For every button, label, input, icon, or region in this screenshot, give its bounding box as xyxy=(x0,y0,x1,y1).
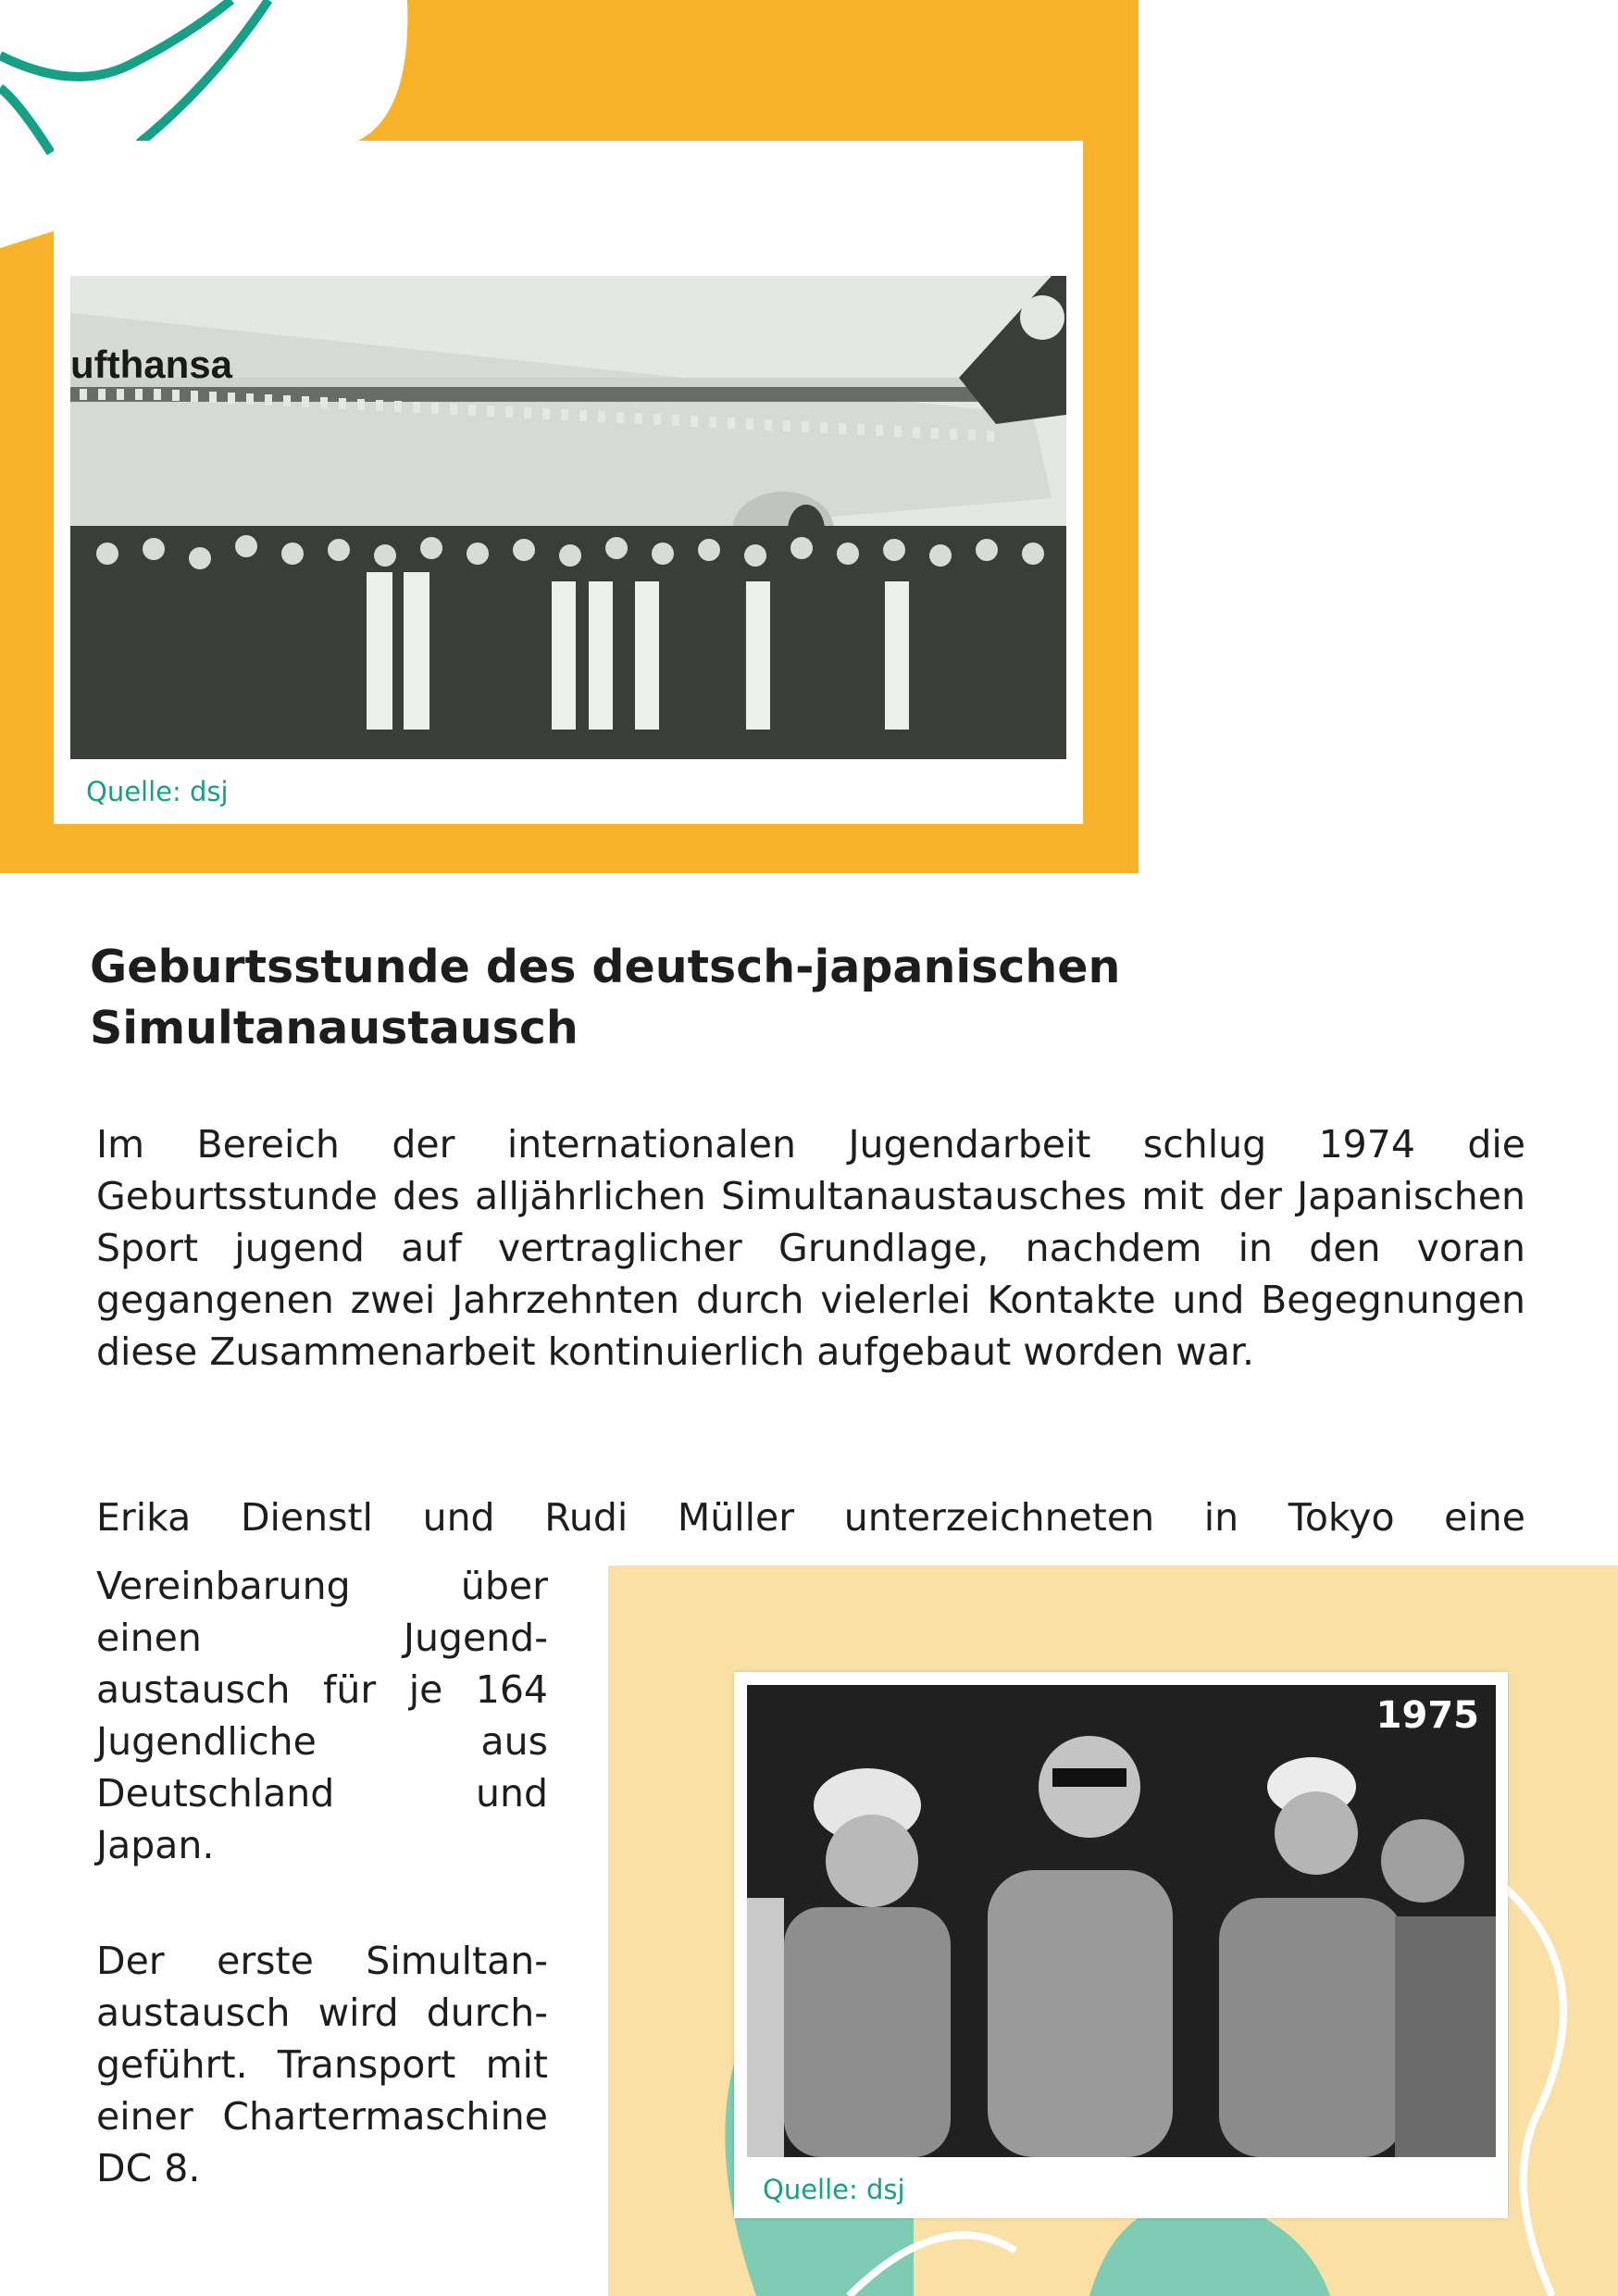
bottom-photo-source: Quelle: dsj xyxy=(763,2174,905,2205)
page-title-line-2: Simultanaustausch xyxy=(90,1002,579,1054)
handshake-photo-1975 xyxy=(747,1685,1496,2157)
first-exchange-paragraph: Der erste Simultan-austausch wird durch-geführt. Transport mit einer Chartermaschine DC 8. xyxy=(96,1939,548,2190)
airport-group-photo xyxy=(70,276,1066,759)
agreement-paragraph-continued: Vereinbarung über einen Jugend-austausch für je 164 Jugendliche aus Deutschland und Japan. xyxy=(96,1564,548,1867)
page-title xyxy=(90,937,1293,1059)
photo-year-label: 1975 xyxy=(1375,1694,1479,1737)
lufthansa-lettering: ufthansa xyxy=(70,343,233,386)
agreement-paragraph-lead: Erika Dienstl und Rudi Müller unterzeichneten in Tokyo eine xyxy=(96,1495,1525,1540)
intro-paragraph: Im Bereich der internationalen Jugendarbeit schlug 1974 die Geburtsstunde des alljährlichen Simultanaustausches mit der Japanischen Sport jugend auf vertraglicher Grundlage, nachdem in den voran gegangenen zwei Jahrzehnten durch vielerlei Kontakte und Begegnungen diese Zusammenarbeit kontinuierlich aufgebaut worden war. xyxy=(96,1122,1525,1374)
page-title-line-1: Geburtsstunde des deutsch-japanischen xyxy=(90,941,1121,993)
top-photo-source: Quelle: dsj xyxy=(86,776,229,807)
